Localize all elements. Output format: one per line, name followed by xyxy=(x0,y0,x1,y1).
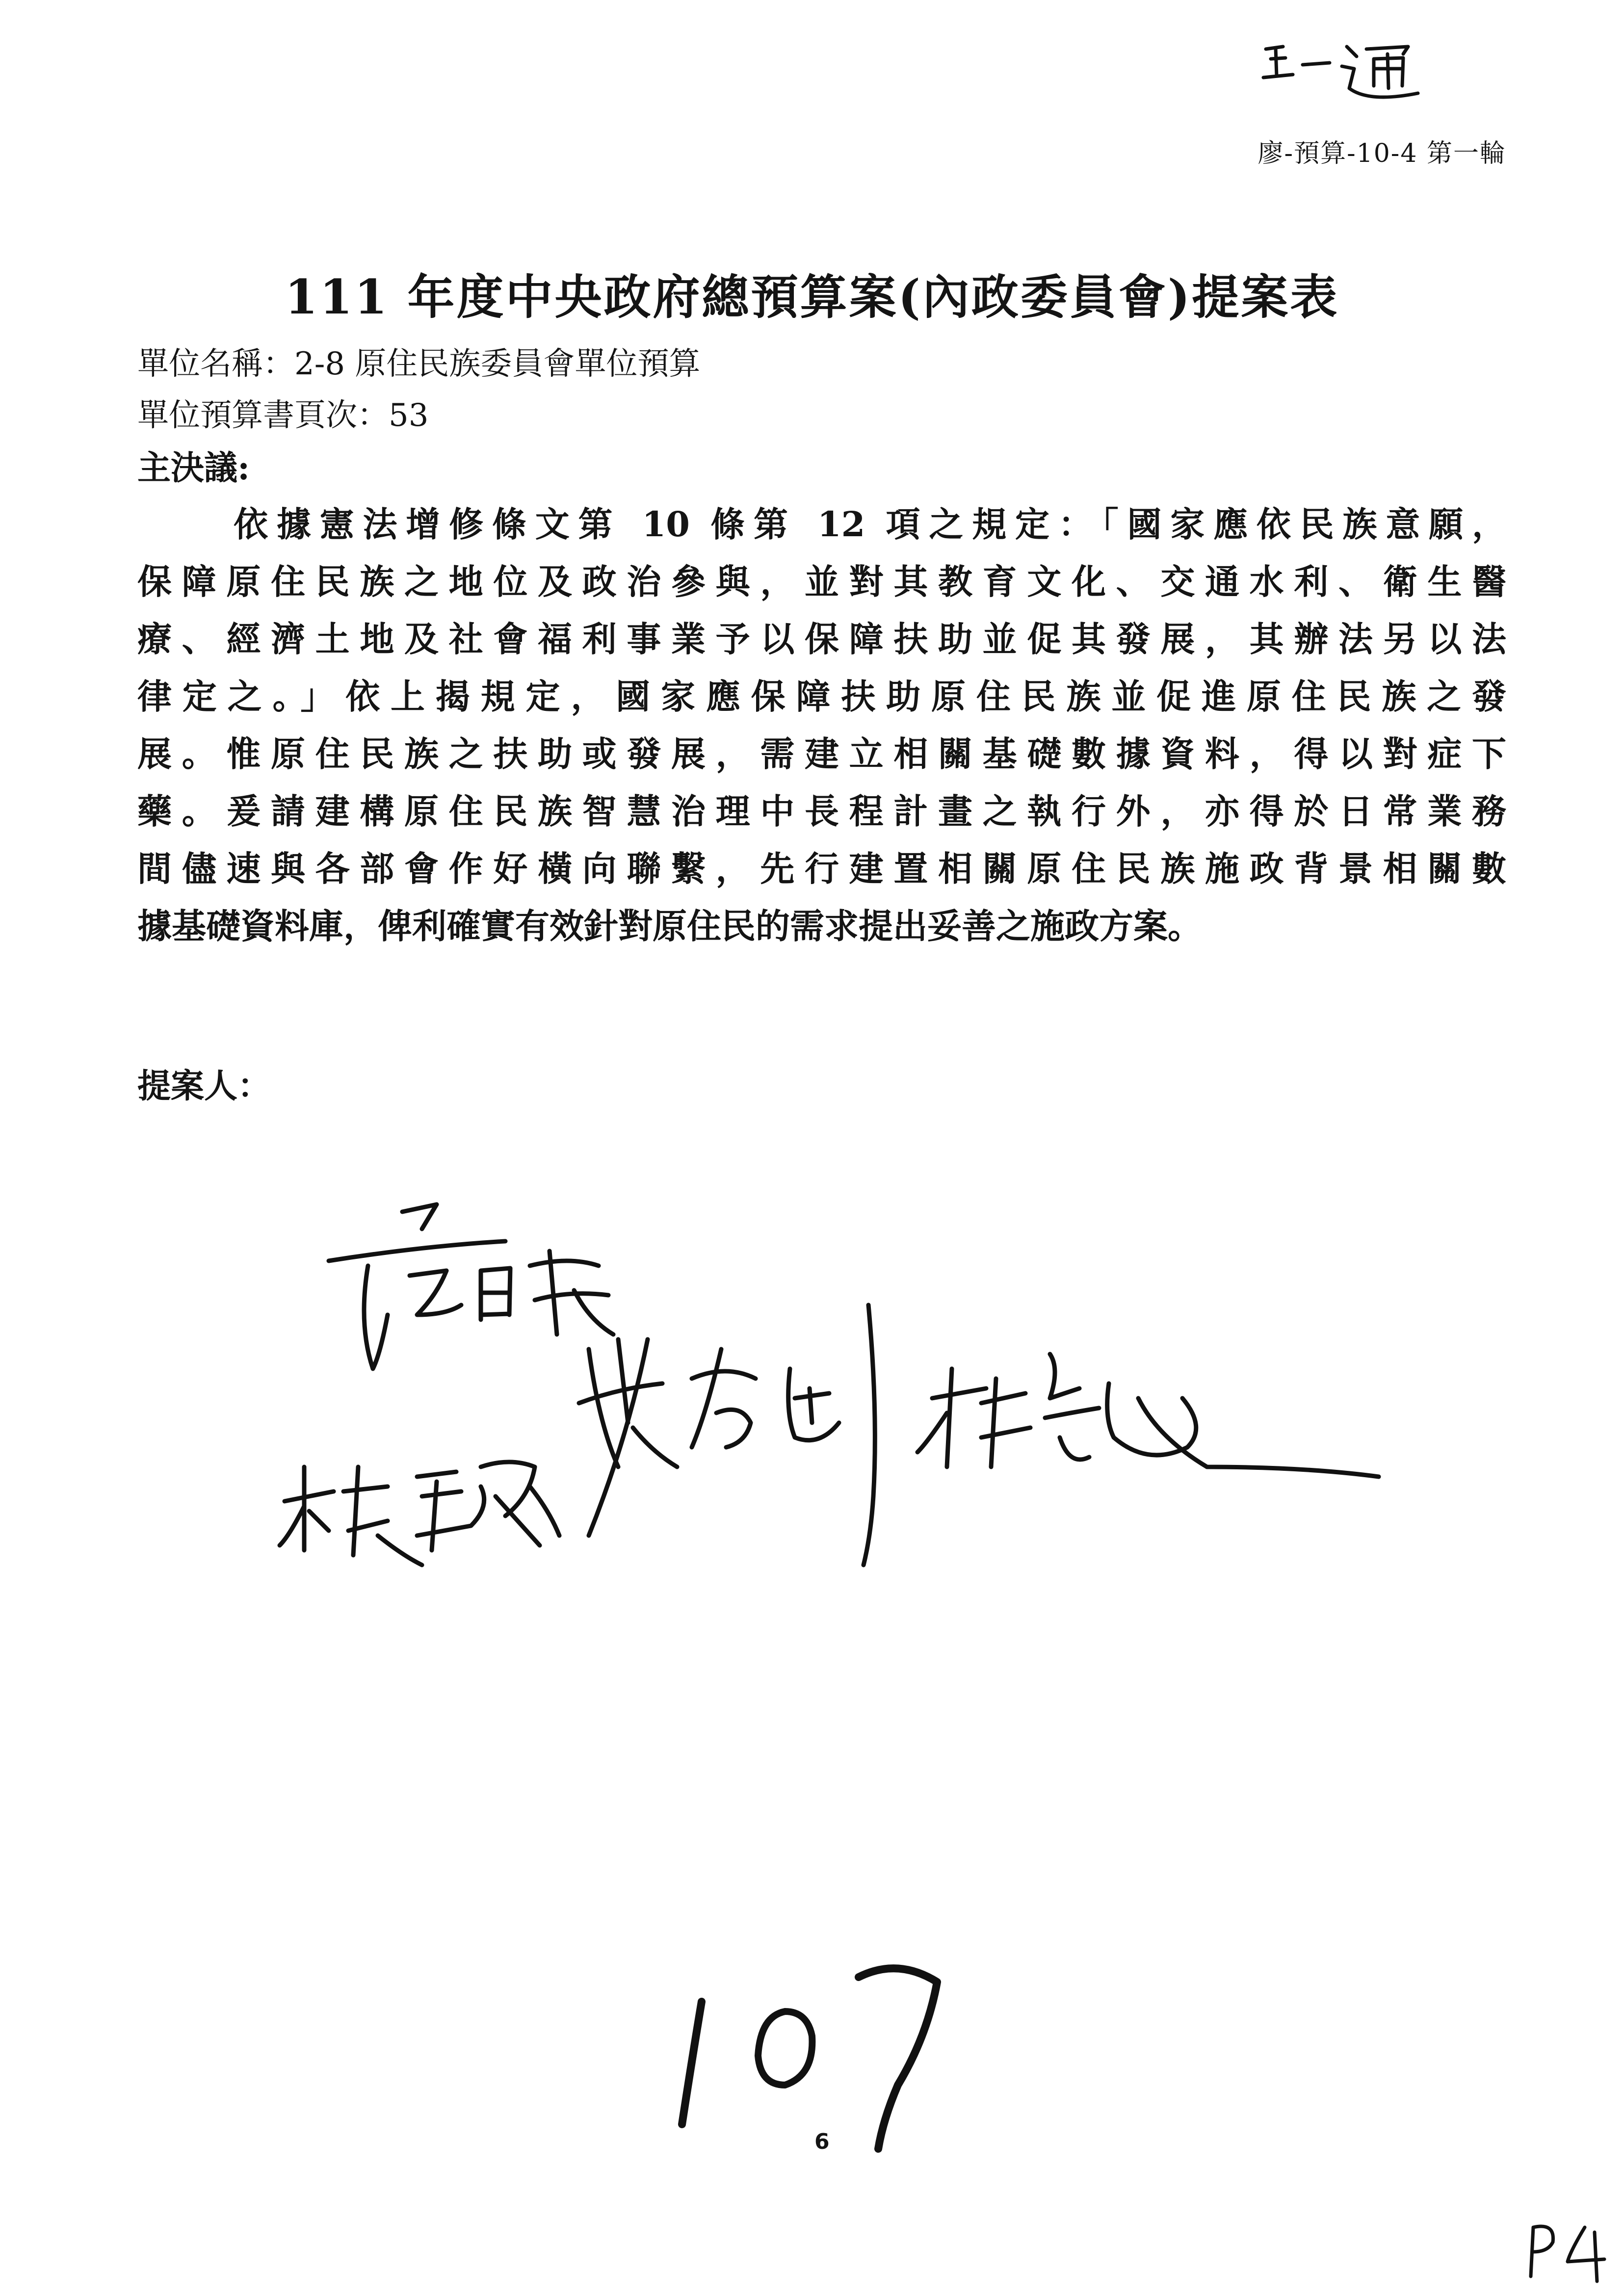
resolution-line: 保障原住民族之地位及政治參與，並對其教育文化、交通水利、衛生醫 xyxy=(137,561,1506,602)
handwritten-corner-mark xyxy=(1521,2213,1614,2286)
proposer-label: 提案人： xyxy=(137,1067,271,1106)
handwritten-note-routing xyxy=(1256,20,1442,113)
resolution-line: 律定之。」依上揭規定，國家應保障扶助原住民族並促進原住民族之發 xyxy=(137,676,1506,717)
proposer-signatures xyxy=(275,1192,1428,1658)
resolution-line: 療、經濟土地及社會福利事業予以保障扶助並促其發展，其辦法另以法 xyxy=(137,619,1506,659)
document-title: 111 年度中央政府總預算案(內政委員會)提案表 xyxy=(285,269,1339,325)
reference-code: 廖-預算-10-4 第一輪 xyxy=(1257,139,1506,168)
resolution-line: 依據憲法增修條文第 10 條第 12 項之規定：「國家應依民族意願， xyxy=(234,504,1506,545)
handwritten-number xyxy=(662,1938,981,2159)
unit-budget-page: 單位預算書頁次：53 xyxy=(137,397,429,434)
resolution-line: 藥。爰請建構原住民族智慧治理中長程計畫之執行外，亦得於日常業務 xyxy=(137,791,1506,832)
page-number: 6 xyxy=(814,2129,830,2154)
resolution-line: 據基礎資料庫，俾利確實有效針對原住民的需求提出妥善之施政方案。 xyxy=(137,906,1202,946)
resolution-label: 主決議: xyxy=(137,448,250,488)
unit-name: 單位名稱：2-8 原住民族委員會單位預算 xyxy=(137,346,701,382)
resolution-body xyxy=(137,496,1506,955)
resolution-line: 間儘速與各部會作好橫向聯繫，先行建置相關原住民族施政背景相關數 xyxy=(137,848,1506,889)
resolution-line: 展。惟原住民族之扶助或發展，需建立相關基礎數據資料，得以對症下 xyxy=(137,733,1506,774)
